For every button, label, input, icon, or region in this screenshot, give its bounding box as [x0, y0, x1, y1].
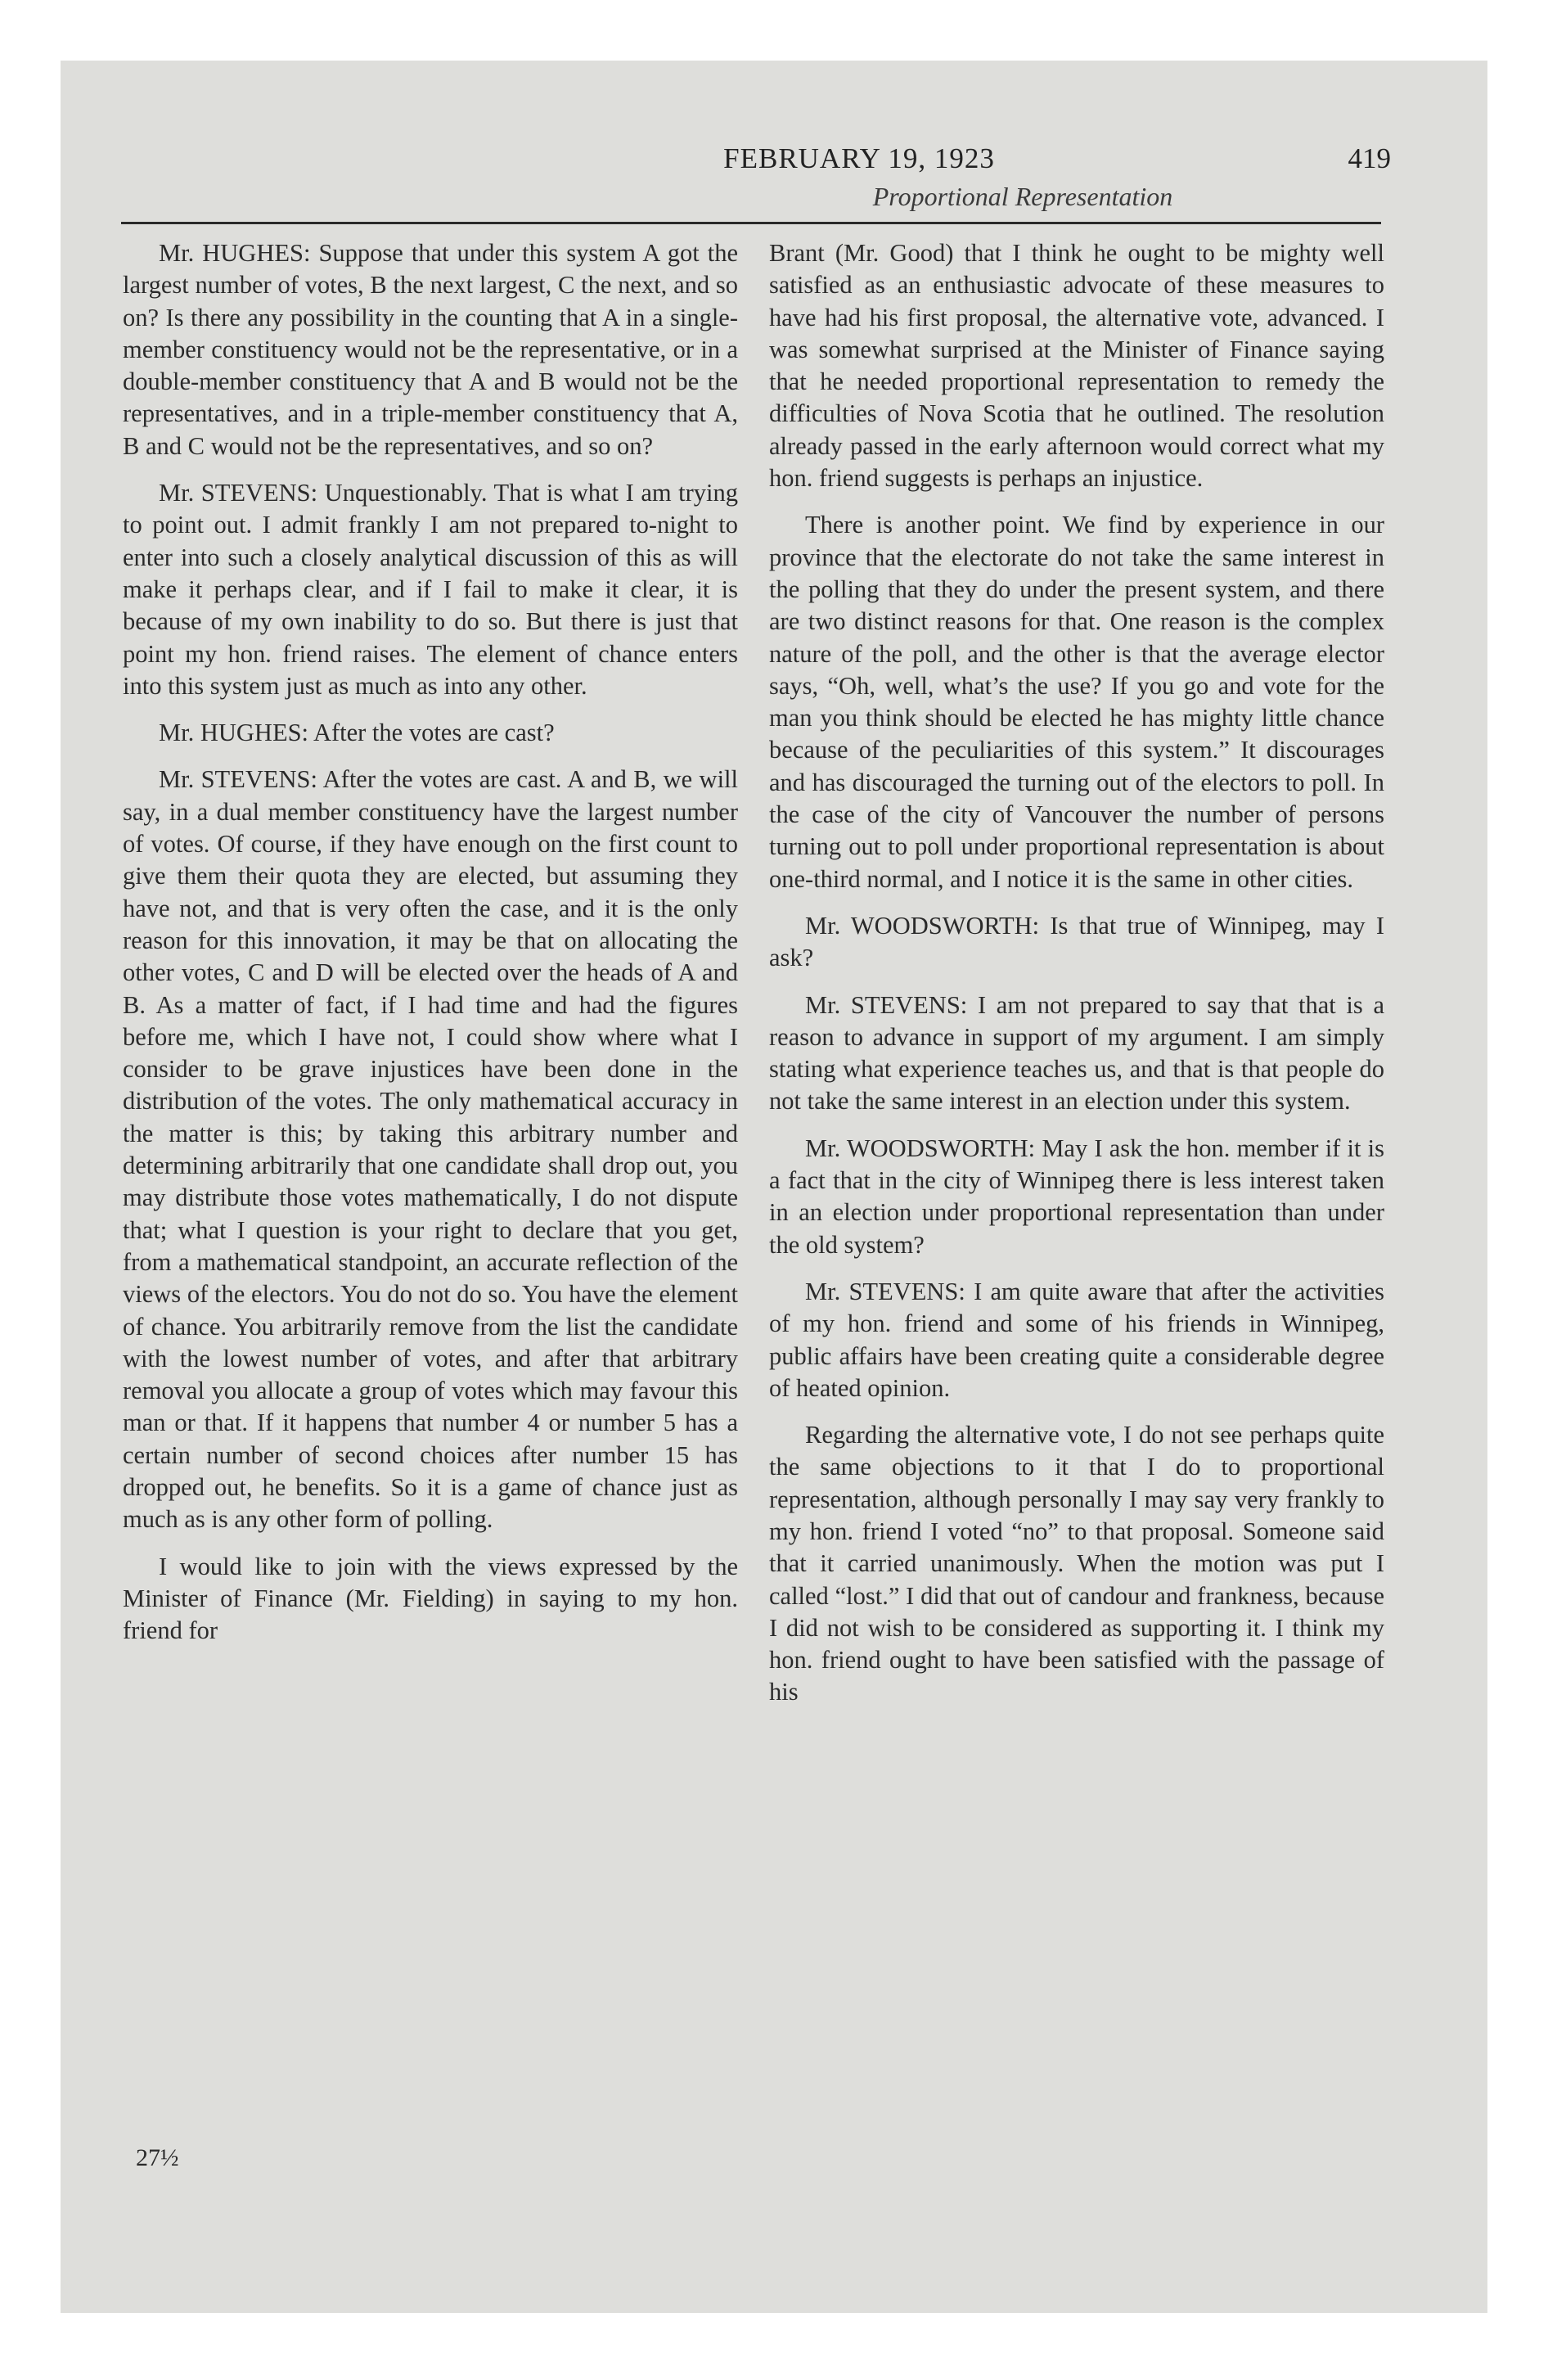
header-date: FEBRUARY 19, 1923 [723, 142, 995, 174]
right-column [769, 237, 1384, 1724]
paragraph: Regarding the alternative vote, I do not see perhaps quite the same objections to it that I do to proportional representation, although personally I may say very frankly to my hon. friend I voted “no” to that proposal. Someone said that it carried unanimously. When the motion was put I called “lost.” I did that out of candour and frankness, because I did not wish to be considered as supporting it. I think my hon. friend ought to have been satisfied with the passage of his [769, 1421, 1384, 1706]
paragraph: Mr. WOODSWORTH: Is that true of Winnipeg, may I ask? [769, 911, 1384, 972]
paragraph: Mr. STEVENS: I am quite aware that after the activities of my hon. friend and some of his friends in Winnipeg, public affairs have been creating quite a considerable degree of heated opinion. [769, 1277, 1384, 1402]
paragraph: Mr. WOODSWORTH: May I ask the hon. member if it is a fact that in the city of Winnipeg there is less interest taken in an election under proportional representation than under the old system? [769, 1134, 1384, 1259]
header-rule [121, 222, 1381, 224]
paragraph: There is another point. We find by experience in our province that the electorate do not take the same interest in the polling that they do under the present system, and there are two distinct reasons for that. One reason is the complex nature of the poll, and the other is that the average elector says, “Oh, well, what’s the use? If you go and vote for the man you think should be elected he has mighty little chance because of the peculiarities of this system.” It discourages and has discouraged the turning out of the electors to poll. In the case of the city of Vancouver the number of persons turning out to poll under proportional representation is about one-third normal, and I notice it is the same in other cities. [769, 511, 1384, 893]
paragraph: Mr. STEVENS: I am not prepared to say that that is a reason to advance in support of my argument. I am simply stating what experience teaches us, and that is that people do not take the same interest in an election under this system. [769, 990, 1384, 1116]
paragraph: Mr. HUGHES: After the votes are cast? [159, 719, 555, 747]
paragraph: Mr. STEVENS: Unquestionably. That is what I am trying to point out. I admit frankly I am not prepared to-night to enter into such a closely analytical discussion of this as will make it perhaps clear, and if I fail to make it clear, it is because of my own inability to do so. But there is just that point my hon. friend raises. The element of chance enters into this system just as much as into any other. [123, 479, 738, 700]
paragraph: Mr. STEVENS: After the votes are cast. A and B, we will say, in a dual member constituency have the largest number of votes. Of course, if they have enough on the first count to give them their quota they are elected, but assuming they have not, and that is very often the case, and it is the only reason for this innovation, it may be that on allocating the other votes, C and D will be elected over the heads of A and B. As a matter of fact, if I had time and had the figures before me, which I have not, I could show where what I consider to be grave injustices have been done in the distribution of the votes. The only mathematical accuracy in the matter is this; by taking this arbitrary number and determining arbitrarily that one candidate shall drop out, you may distribute those votes mathematically, I do not dispute that; what I question is your right to declare that you get, from a mathematical standpoint, an accurate reflection of the views of the electors. You do not do so. You have the element of chance. You arbitrarily remove from the list the candidate with the lowest number of votes, and after that arbitrary removal you allocate a group of votes which may favour this man or that. If it happens that number 4 or number 5 has a certain number of second choices after number 15 has dropped out, he benefits. So it is a game of chance just as much as is any other form of polling. [123, 765, 738, 1534]
signature-mark: 27½ [136, 2144, 179, 2171]
left-column [123, 237, 738, 1661]
page-number: 419 [1348, 142, 1391, 174]
paragraph: I would like to join with the views expressed by the Minister of Finance (Mr. Fielding) in saying to my hon. friend for [123, 1552, 738, 1645]
paragraph: Brant (Mr. Good) that I think he ought to be mighty well satisfied as an enthusiastic advocate of these measures to have had his first proposal, the alternative vote, advanced. I was somewhat surprised at the Minister of Finance saying that he needed proportional representation to remedy the difficulties of Nova Scotia that he outlined. The resolution already passed in the early afternoon would correct what my hon. friend suggests is perhaps an injustice. [769, 239, 1384, 493]
running-head-topic: Proportional Representation [872, 182, 1173, 211]
paragraph: Mr. HUGHES: Suppose that under this system A got the largest number of votes, B the next largest, C the next, and so on? Is there any possibility in the counting that A in a single-member constituency would not be the representative, or in a double-member constituency that A and B would not be the representatives, and in a triple-member constituency that A, B and C would not be the representatives, and so on? [123, 239, 738, 460]
